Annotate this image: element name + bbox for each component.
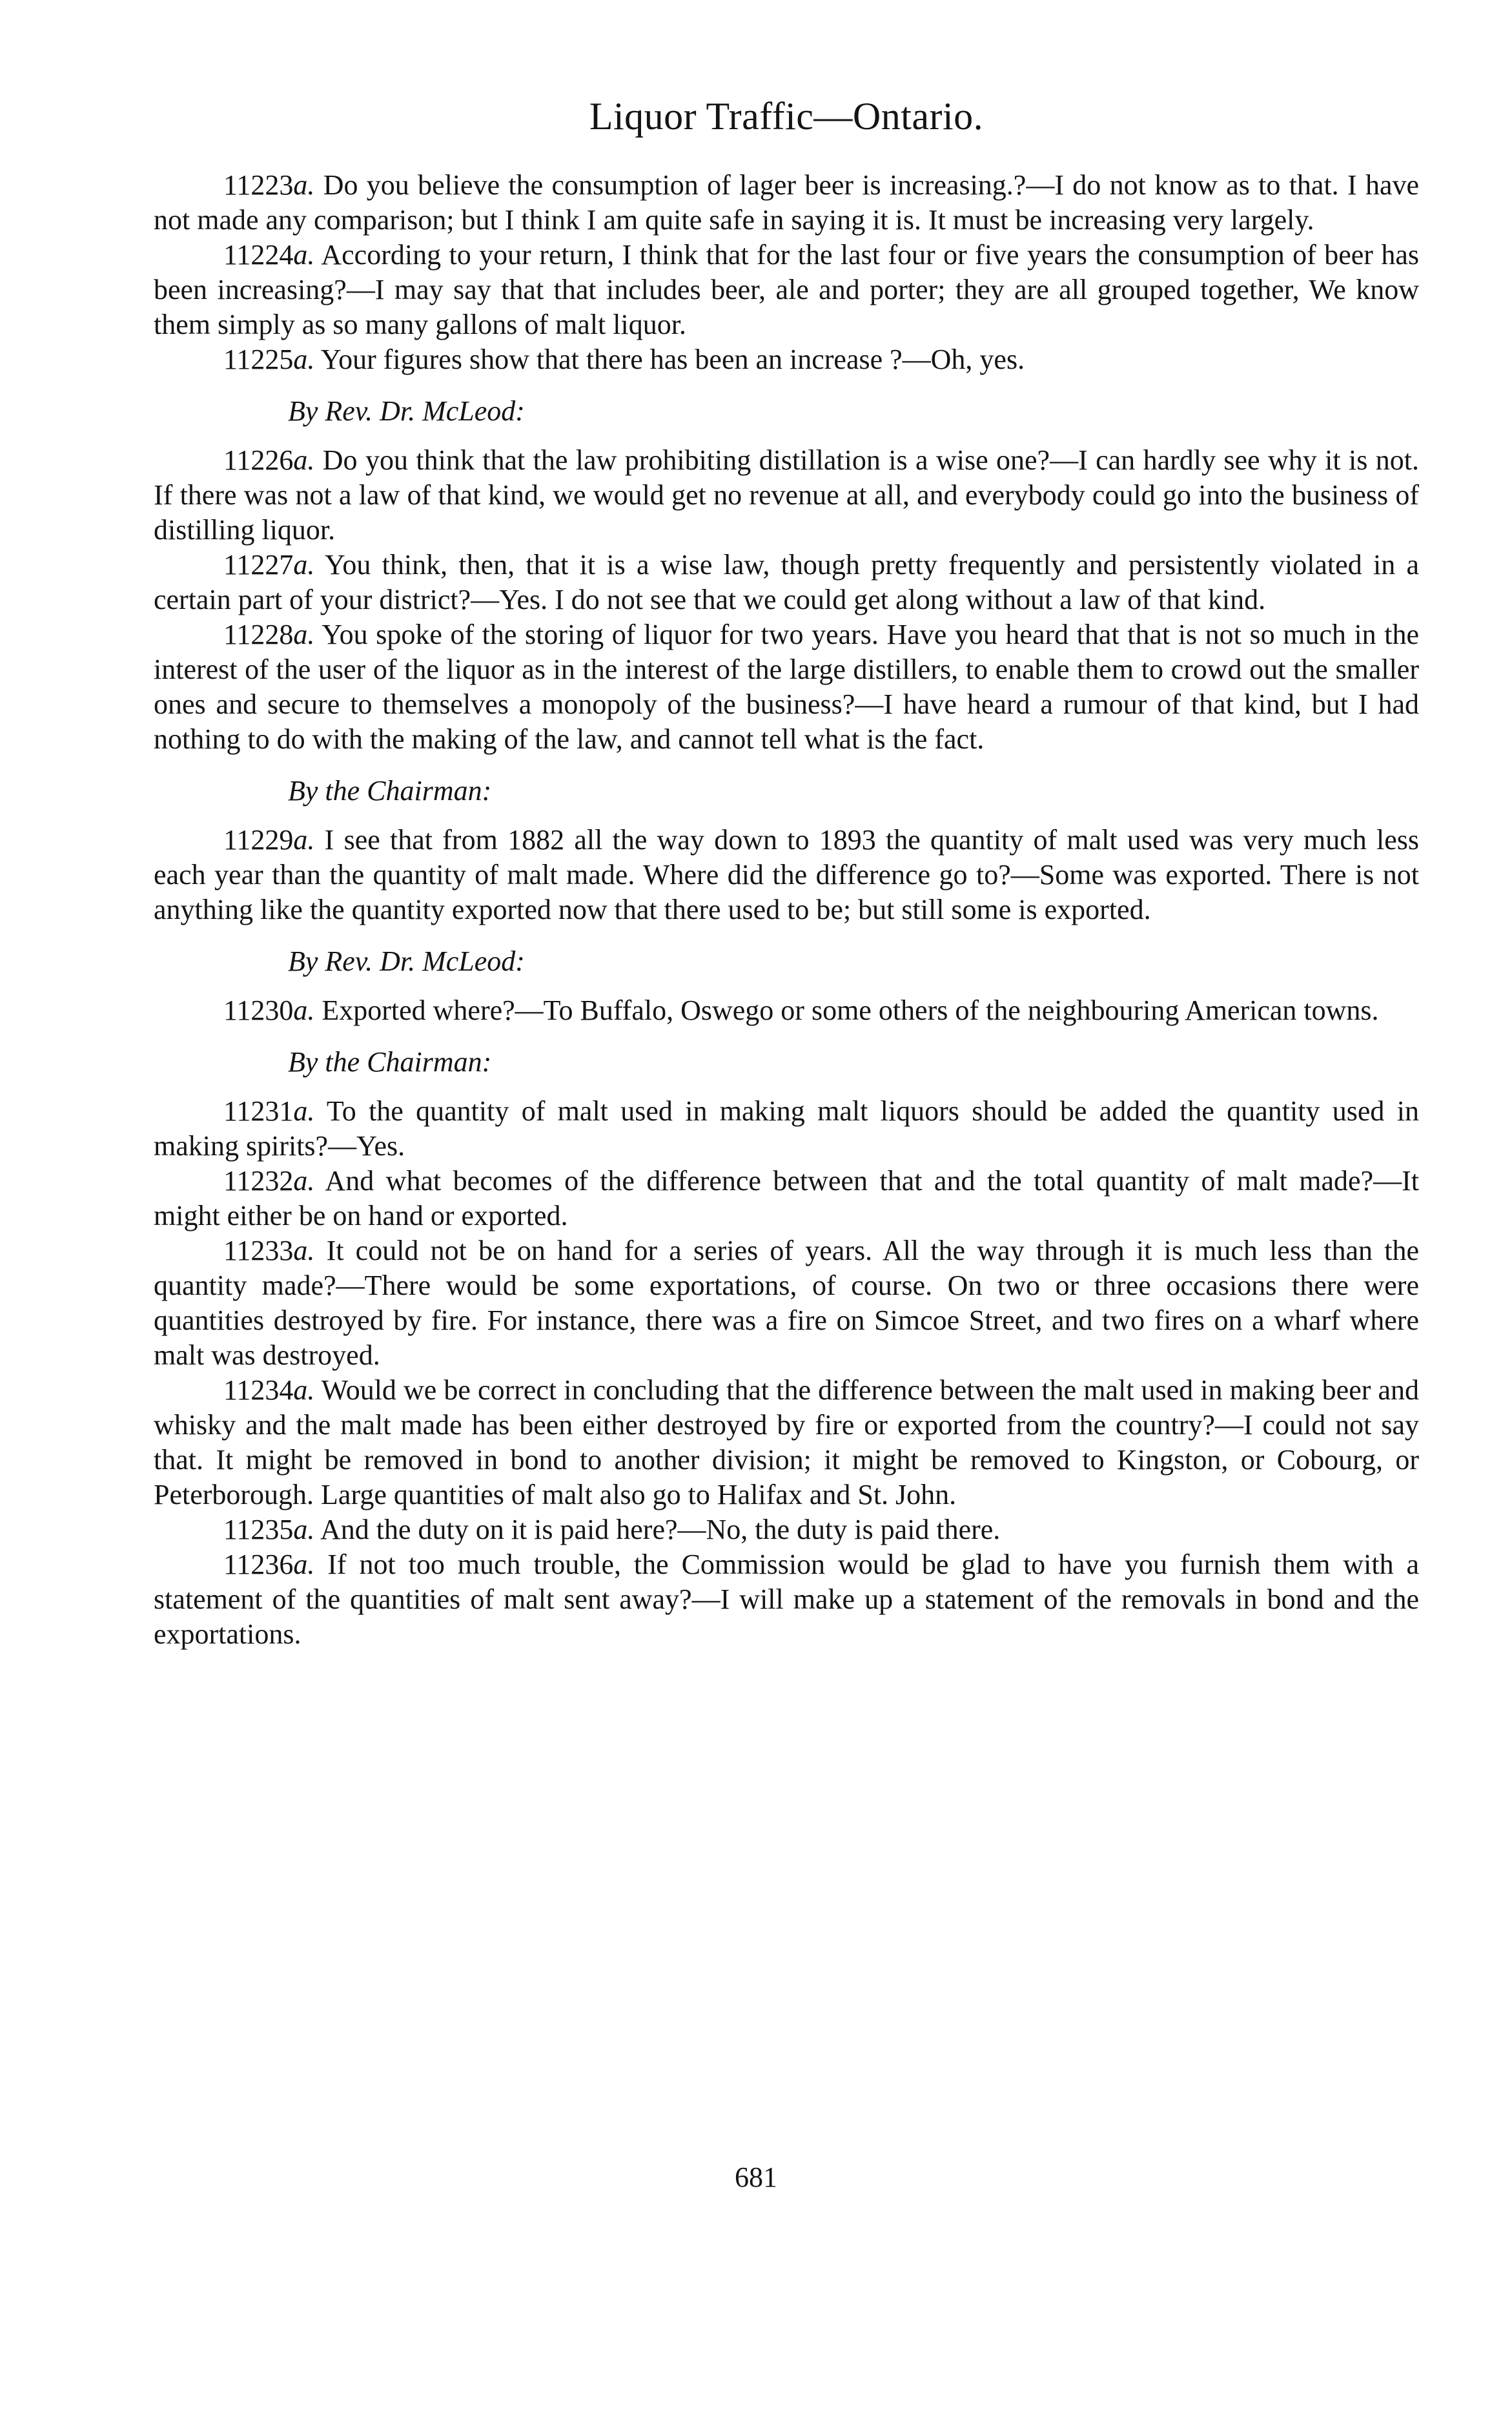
question-number-suffix: a. [293, 1095, 315, 1127]
question-answer-text: And what becomes of the difference between that and the total quantity of malt made?—It might either be on hand or exported. [154, 1165, 1419, 1231]
question-answer-entry [154, 1373, 1419, 1512]
speaker-heading: By the Chairman: [288, 1046, 492, 1078]
question-answer-entry [154, 548, 1419, 617]
question-number-suffix: a. [293, 619, 315, 650]
question-answer-entry [154, 1547, 1419, 1652]
question-number-suffix: a. [293, 1514, 315, 1545]
question-number: 11232 [223, 1165, 294, 1197]
document-body [154, 168, 1419, 1652]
question-number-suffix: a. [293, 1165, 315, 1197]
question-answer-text: I see that from 1882 all the way down to 1893 the quantity of malt used was very much less each year than the quantity of malt made. Where did the difference go to?—Some was exported. There is not anything like the quantity exported now that there used to be; but still some is exported. [154, 824, 1419, 925]
question-number: 11235 [223, 1514, 294, 1545]
question-answer-entry [154, 823, 1419, 927]
question-number-suffix: a. [293, 1374, 315, 1406]
page-number: 681 [735, 2161, 777, 2193]
question-answer-text: You think, then, that it is a wise law, though pretty frequently and persistently violated in a certain part of your district?—Yes. I do not see that we could get along without a law of that kind. [154, 549, 1419, 615]
question-answer-text: Your figures show that there has been an increase ?—Oh, yes. [320, 344, 1025, 375]
question-number: 11230 [223, 994, 294, 1026]
question-answer-text: Do you think that the law prohibiting distillation is a wise one?—I can hardly see why it is not. If there was not a law of that kind, we would get no revenue at all, and everybody could go into the business of distilling liquor. [154, 444, 1419, 546]
question-number-suffix: a. [293, 549, 315, 581]
question-number-suffix: a. [293, 169, 315, 201]
question-answer-entry [154, 1233, 1419, 1373]
question-number: 11225 [223, 344, 294, 375]
question-answer-text: Exported where?—To Buffalo, Oswego or some others of the neighbouring American towns. [322, 994, 1379, 1026]
question-number-suffix: a. [293, 239, 315, 271]
question-number: 11226 [223, 444, 294, 476]
question-number: 11234 [223, 1374, 294, 1406]
question-number: 11223 [223, 169, 294, 201]
question-answer-text: And the duty on it is paid here?—No, the duty is paid there. [320, 1514, 1001, 1545]
speaker-heading: By Rev. Dr. McLeod: [288, 945, 525, 977]
question-answer-text: You spoke of the storing of liquor for two years. Have you heard that that is not so much in the interest of the user of the liquor as in the interest of the large distillers, to enable them to crowd out the smaller ones and secure to themselves a monopoly of the business?—I have heard a rumour of that kind, but I had nothing to do with the making of the law, and cannot tell what is the fact. [154, 619, 1419, 755]
question-number: 11224 [223, 239, 294, 271]
question-number: 11228 [223, 619, 294, 650]
question-answer-entry [154, 1094, 1419, 1164]
question-number-suffix: a. [293, 344, 315, 375]
question-answer-entry [154, 1164, 1419, 1233]
question-number: 11236 [223, 1549, 294, 1580]
question-number: 11231 [223, 1095, 294, 1127]
question-answer-entry [154, 443, 1419, 548]
document-page [154, 90, 1419, 1652]
question-number-suffix: a. [293, 1549, 315, 1580]
speaker-heading: By the Chairman: [288, 775, 492, 807]
question-number-suffix: a. [293, 824, 315, 856]
question-answer-text: According to your return, I think that for the last four or five years the consumption of beer has been increasing?—I may say that that includes beer, ale and porter; they are all grouped together, We know them simply as so many gallons of malt liquor. [154, 239, 1420, 340]
question-answer-entry [154, 1512, 1419, 1547]
question-answer-text: If not too much trouble, the Commission would be glad to have you furnish them with a statement of the quantities of malt sent away?—I will make up a statement of the removals in bond and the exportations. [154, 1549, 1419, 1650]
question-number: 11227 [223, 549, 294, 581]
question-number-suffix: a. [293, 1235, 315, 1266]
question-answer-text: Would we be correct in concluding that the difference between the malt used in making beer and whisky and the malt made has been either destroyed by fire or exported from the country?—I could not say that. It might be removed in bond to another division; it might be removed to Kingston, or Cobourg, or Peterborough. Large quantities of malt also go to Halifax and St. John. [154, 1374, 1419, 1510]
question-number-suffix: a. [293, 444, 315, 476]
question-answer-entry [154, 238, 1419, 342]
page-title: Liquor Traffic—Ontario. [589, 95, 984, 138]
question-answer-entry [154, 617, 1419, 757]
question-answer-text: To the quantity of malt used in making malt liquors should be added the quantity used in making spirits?—Yes. [154, 1095, 1419, 1162]
question-number-suffix: a. [293, 994, 315, 1026]
question-number: 11229 [223, 824, 294, 856]
question-number: 11233 [223, 1235, 294, 1266]
speaker-heading: By Rev. Dr. McLeod: [288, 395, 525, 427]
question-answer-entry [154, 342, 1419, 377]
question-answer-entry [154, 168, 1419, 238]
question-answer-text: Do you believe the consumption of lager beer is increasing.?—I do not know as to that. I have not made any comparison; but I think I am quite safe in saying it is. It must be increasing very largely. [154, 169, 1419, 236]
question-answer-text: It could not be on hand for a series of years. All the way through it is much less than the quantity made?—There would be some exportations, of course. On two or three occasions there were quantities destroyed by fire. For instance, there was a fire on Simcoe Street, and two fires on a wharf where malt was destroyed. [154, 1235, 1419, 1371]
question-answer-entry [154, 993, 1419, 1028]
